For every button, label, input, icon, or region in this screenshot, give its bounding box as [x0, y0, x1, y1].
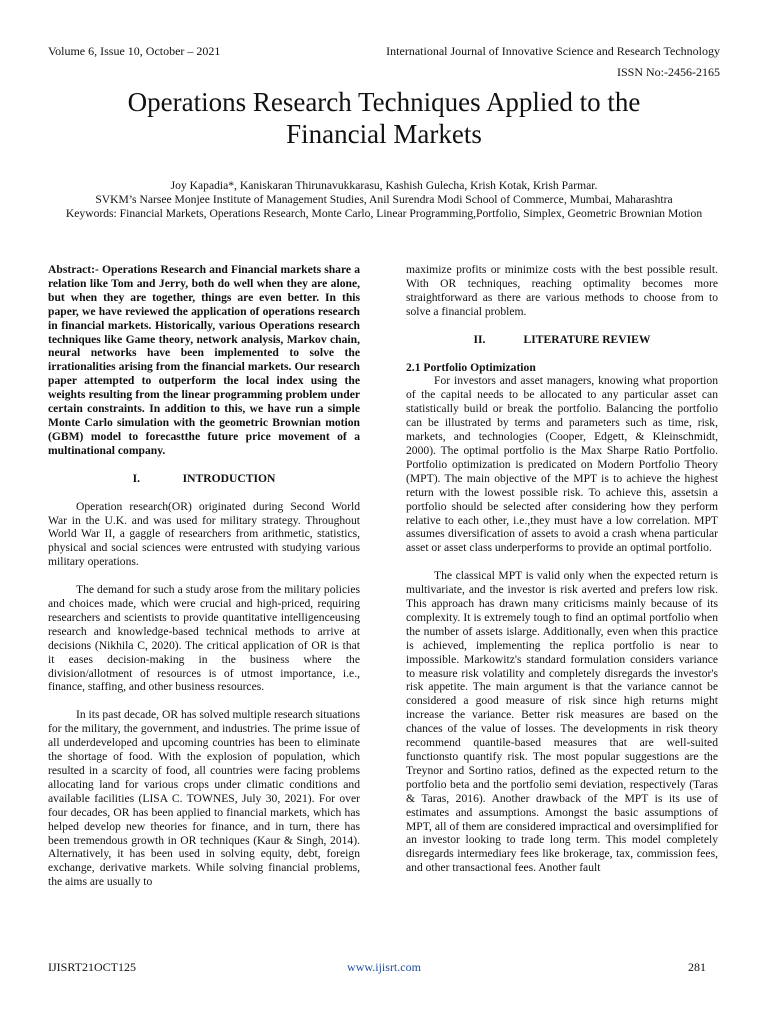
subsection-heading: 2.1 Portfolio Optimization [406, 360, 536, 374]
section-title: LITERATURE REVIEW [523, 332, 651, 346]
paper-title [60, 86, 708, 150]
affiliation: SVKM’s Narsee Monjee Institute of Management Studies, Anil Surendra Modi School of Commerce, Mumbai, Maharashtra [95, 193, 673, 206]
paragraph-continued: maximize profits or minimize costs with the best possible result. With OR techniques, reaching optimality becomes more straightforward as there are various methods to choose from to solve a financial problem. [406, 263, 718, 318]
volume-info: Volume 6, Issue 10, October – 2021 [48, 44, 221, 58]
keywords: Keywords: Financial Markets, Operations Research, Monte Carlo, Linear Programming,Portfolio, Simplex, Geometric Brownian Motion [65, 207, 703, 220]
section-number: I. [132, 471, 141, 485]
section-title: INTRODUCTION [182, 471, 276, 485]
issn: ISSN No:-2456-2165 [616, 65, 720, 79]
section-heading-introduction [48, 472, 360, 486]
paragraph: The demand for such a study arose from the military policies and choices made, which were crucial and high-priced, requiring researchers and scientists to provide quantitative intelligenceusing research and knowledge-based technical methods to arrive at decisions (Nikhila C, 2020). The critical application of OR is that it eases decision-making in the business where the division/allotment of resources is of utmost importance, i.e., finance, staffing, and other business resources. [48, 583, 360, 694]
paragraph: The classical MPT is valid only when the expected return is multivariate, and the investor is risk averted and prefers low risk. This approach has drawn many criticisms mainly because of its complexity. It is extremely tough to find an optimal portfolio when the number of assets islarge. Additionally, even when this practice is achieved, implementing the replica portfolio is near to impossible. Markowitz's standard formulation considers variance to measure risk volatility and completely disregards the investor's risk appetite. The main argument is that the variance cannot be considered a good measure of risk since high returns might increase the variance. Better risk measures are based on the chances of the value of losses. The developments in risk theory recommend quantile-based measures that are well-suited functionsto quantify risk. The most popular suggestions are the Treynor and Sortino ratios, defined as the expected return to the portfolio beta and the portfolio semi deviation, respectively (Taras & Taras, 2016). Another drawback of the MPT is its use of estimates and assumptions. Amongst the basic assumptions of MPT, all of them are considered impractical and oversimplified for an investor looking to trade long term. This model completely disregards intermediary fees like brokerage, tax, commission fees, and other transactional fees. Another fault [406, 569, 718, 875]
right-column [406, 263, 718, 889]
journal-website-link[interactable]: www.ijisrt.com [347, 960, 421, 974]
section-heading-literature-review [406, 333, 718, 347]
author-block [40, 179, 728, 221]
abstract: Abstract:- Operations Research and Financial markets share a relation like Tom and Jerry, both do well when they are alone, but when they are together, things are even better. In this paper, we have reviewed the application of operations research in financial markets. Historically, various Operations research techniques like Game theory, network analysis, Markov chain, neural networks have been implemented to solve the irrationalities arising from the financial markets. Our research paper attempted to outperform the local index using the weights resulting from the linear programming problem under certain constraints. In addition to this, we have run a simple Monte Carlo simulation with the geometric Brownian motion (GBM) model to forecastthe future price movement of a multinational company. [48, 263, 360, 457]
paper-code: IJISRT21OCT125 [48, 960, 136, 974]
paragraph: For investors and asset managers, knowing what proportion of the capital needs to be allocated to any particular asset can statistically build or break the portfolio. Balancing the portfolio can be illustrated by terms and parameters such as time, risk, markets, and technologies (Cooper, Edgett, & Kleinschmidt, 2000). The optimal portfolio is the Max Sharpe Ratio Portfolio. Portfolio optimization is predicated on Modern Portfolio Theory (MPT). The main objective of the MPT is to achieve the highest return with the lowest possible risk. To achieve this, assetsin a portfolio should be selected after considering how they perform relative to each other, i.e.,they must have a low correlation. MPT assumes diversification of assets to avoid a crash whena particular asset or asset class underperforms to provide an optimal portfolio. [406, 374, 718, 555]
journal-name: International Journal of Innovative Science and Research Technology [386, 44, 720, 58]
title-line-1: Operations Research Techniques Applied to the [127, 87, 641, 117]
title-line-2: Financial Markets [286, 119, 482, 149]
left-column [48, 263, 360, 903]
paragraph: In its past decade, OR has solved multiple research situations for the military, the government, and industries. The prime issue of all underdeveloped and upcoming countries has been to eliminate the shortage of food. With the explosion of population, which resulted in a scarcity of food, all countries were facing problems allocating land for various crops under climatic conditions and available facilities (LISA C. TOWNES, July 30, 2021). For over four decades, OR has been applied to financial markets, which has helped develop new theories for finance, and in turn, there has been tremendous growth in OR techniques (Kaur & Singh, 2014). Alternatively, it has been used in solving equity, debt, foreign exchange, derivative markets. While solving financial problems, the aims are usually to [48, 708, 360, 889]
paragraph: Operation research(OR) originated during Second World War in the U.K. and was used for military strategy. Throughout World War II, a gaggle of researchers from arithmetic, statistics, physical and social sciences were entrusted with studying various military operations. [48, 499, 360, 569]
page-number: 281 [688, 960, 706, 974]
authors: Joy Kapadia*, Kaniskaran Thirunavukkarasu, Kashish Gulecha, Krish Kotak, Krish Parmar. [170, 179, 598, 192]
section-number: II. [473, 332, 486, 346]
